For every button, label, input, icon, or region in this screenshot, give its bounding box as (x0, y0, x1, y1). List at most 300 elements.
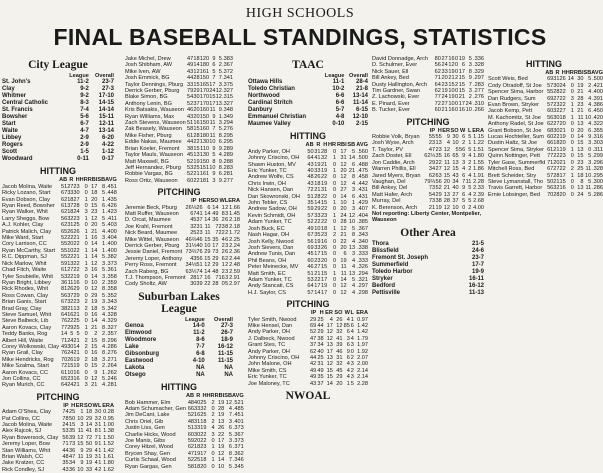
player-name: Tyler Smith, Nwood (248, 316, 297, 323)
stat-value: 21 (428, 204, 436, 211)
stat-value: 22 (553, 134, 560, 141)
player-name: Andy Parker, OH (248, 329, 290, 336)
stat-value: 46 (336, 348, 343, 355)
stat-value: 18 (199, 62, 206, 69)
stat-value: 37 (67, 292, 74, 299)
player-name: Brian Walsh, CC (2, 454, 44, 461)
stat-value: 25 (73, 222, 80, 229)
player-name: Jim DeCant, Lake (125, 412, 170, 419)
stat-value: 19 (73, 363, 80, 370)
stat-value: 20 (336, 380, 343, 387)
stat-value: 2-15 (355, 121, 368, 128)
standings-row (2, 142, 114, 149)
not-reporting-note: Not reporting: Liberty Center, Montpelier, Wauseon (372, 210, 482, 224)
stat-value: 6 (225, 217, 229, 224)
standings-row (125, 344, 233, 351)
stat-value: 0 (350, 348, 354, 355)
stat-value: 25 (317, 355, 324, 361)
stat-value: 30 (190, 281, 197, 288)
player-name: T. Taylor, PV (372, 146, 403, 153)
player-name: Mike Szalma, Start (2, 363, 49, 370)
stat-value: 11 (209, 132, 216, 139)
column-header: L (224, 198, 229, 205)
stat-value: 73⅔ (185, 249, 197, 256)
stat-value: 1 (211, 444, 215, 451)
column-header: SO (334, 310, 343, 317)
stat-value: 8 (102, 183, 106, 190)
player-name: Johnny Criscino, OH (248, 355, 300, 361)
stat-value: 7 (212, 75, 216, 82)
standings-row (125, 358, 233, 365)
column-header: SB (97, 177, 106, 184)
stat-value: 3 (212, 177, 216, 184)
player-name: Cory Larrison, CC (2, 241, 47, 248)
stat-value: 6 (228, 425, 233, 432)
stat-value: 5 (462, 198, 466, 205)
stat-value: 1.22 (473, 140, 484, 147)
stat-value: .359 (106, 279, 117, 286)
col-head: Overall (214, 316, 233, 323)
stat-value: 21 (448, 75, 455, 82)
stat-row (125, 178, 233, 184)
stat-value: 17 (326, 348, 333, 355)
stat-value: 64 (60, 311, 68, 318)
player-name: Derrick Gerber, Pburg (125, 88, 180, 95)
stat-value: 52 (187, 457, 195, 464)
stat-value: 18 (200, 457, 207, 464)
stat-value: 79 (187, 88, 194, 95)
stat-value: 0 (332, 251, 337, 258)
stat-value: 79⅔ (424, 178, 436, 185)
stat-value: 5 (102, 267, 106, 274)
stat-value: 52 (435, 185, 442, 192)
player-name: Larry Sheggs, Bow (2, 215, 50, 222)
stat-value: 23 (435, 146, 442, 153)
col-head: Overall (95, 73, 114, 79)
stat-value: 57 (307, 212, 314, 219)
stat-value: 22 (200, 431, 207, 438)
stat-value: 37 (67, 203, 74, 210)
stat-value: 3 (94, 454, 98, 461)
nbc-hitting-table (372, 56, 484, 114)
stat-value: 16 (199, 68, 206, 75)
standings-row (248, 93, 368, 100)
stat-value: 18 (194, 463, 201, 470)
stat-value: 13 (67, 260, 74, 267)
stat-value: 19 (85, 460, 93, 467)
stat-value: 5 (102, 292, 106, 299)
player-name: Corey Hitzel, Wood (125, 444, 174, 451)
stat-value: 0 (454, 88, 459, 95)
stat-value: 27 (73, 196, 80, 203)
stat-value: 4 (94, 447, 98, 454)
stat-value: 44 (187, 139, 194, 146)
stat-value: 0 (454, 62, 459, 69)
stat-value: 44 (317, 322, 324, 329)
column-header: L (350, 310, 354, 317)
stat-value: 33 (314, 168, 321, 175)
stat-value: 59 (307, 206, 314, 213)
stat-value: 1 (218, 113, 222, 120)
player-name: Nash Hagar, OH (248, 232, 290, 239)
stat-value: 68 (547, 127, 554, 134)
player-name: Mitchell Ross, Bed (488, 166, 535, 173)
column-header: W (219, 198, 225, 205)
player-name: Adam Schumacher, Gen (125, 406, 186, 413)
stat-value: 11 (585, 166, 592, 173)
stat-value: 20 (67, 241, 74, 248)
stat-value: 2.18 (229, 217, 240, 224)
stat-value: 0 (206, 113, 210, 120)
stat-value: 15 (448, 81, 455, 88)
stat-value: 48 (212, 268, 219, 275)
stat-value: .407 (357, 206, 368, 213)
player-name: Bob Hammer, Elm (125, 399, 171, 406)
player-name: Anthony Lenin, BG (125, 100, 172, 107)
stat-value: 1.15 (473, 134, 484, 141)
stat-value: 6 (346, 342, 350, 349)
standings-row (248, 107, 368, 114)
stat-value: 52 (187, 171, 194, 178)
stat-value: 9 (218, 145, 222, 152)
stat-value: 73 (428, 198, 436, 205)
stat-value: 2 (84, 343, 88, 350)
stat-row (248, 219, 368, 225)
stat-value: 62 (434, 68, 441, 75)
stat-value: 16 (458, 107, 465, 114)
stat-value: 19 (218, 444, 225, 451)
stat-value: 5 (468, 146, 472, 153)
stat-value: 1.52 (103, 441, 114, 448)
stat-value: .336 (473, 56, 484, 62)
stat-value: 25 (193, 164, 200, 171)
team-name: Bowsher (2, 114, 28, 121)
stat-value: 15 (326, 374, 333, 381)
stat-value: 12 (443, 146, 450, 153)
stat-value: .355 (592, 127, 603, 134)
stat-value: 27 (67, 267, 74, 274)
stat-value: 11 (444, 159, 450, 166)
stat-value: 10 (209, 139, 216, 146)
player-name: Nick Marlow, Whit (2, 260, 47, 267)
stat-value: 78 (62, 415, 69, 422)
stat-value: 3 (588, 140, 592, 147)
stat-value: 32 (200, 406, 207, 413)
column-header: RBI (573, 70, 584, 76)
stat-value: 0 (84, 279, 88, 286)
standings-row (372, 262, 484, 269)
stat-value: 26 (73, 228, 80, 235)
stat-value: 24 (577, 191, 584, 198)
city-standings (2, 73, 114, 163)
stat-value: 14 (91, 241, 98, 248)
player-name: Evan Brown, Stryker (488, 102, 539, 109)
stat-value: 5 (588, 178, 592, 185)
stat-value: 4 (346, 367, 350, 374)
stat-value: 62 (60, 222, 68, 229)
stat-value: 49 (187, 62, 194, 69)
stat-value: 47 (68, 454, 76, 461)
player-name: Steve Samuel, Whit (2, 311, 52, 318)
stat-value: 21-5 (471, 240, 484, 247)
stat-value: 10 (465, 107, 472, 114)
stat-value: 8 (218, 164, 222, 171)
stat-value: 0 (570, 134, 574, 141)
stat-value: 4 (211, 425, 215, 432)
stat-value: 14 (91, 254, 98, 261)
stat-value: 9 (212, 56, 216, 62)
player-name: Jacob Molina, Waite (2, 183, 53, 190)
stat-value: 43 (307, 180, 314, 187)
stat-value: 1 (102, 369, 106, 376)
standings-row (2, 135, 114, 142)
player-name: Eric Yunker, TC (248, 168, 287, 175)
stat-value: 6 (588, 127, 592, 134)
stat-value: 28 (553, 191, 560, 198)
stat-value: 29 (336, 374, 343, 381)
player-name: Albert Hill, Waite (2, 337, 44, 344)
stat-value: 13-14 (98, 128, 114, 135)
stat-value: 72 (85, 434, 93, 441)
stat-value: 22 (204, 281, 211, 288)
stat-value: 17 (218, 438, 225, 445)
stat-value: 4 (346, 361, 350, 368)
stat-value: 19 (193, 158, 200, 165)
stat-value: 18 (193, 56, 200, 62)
stat-value: 2 (102, 331, 106, 338)
stat-value: 4.00 (473, 204, 484, 211)
stat-value: 4 (446, 140, 450, 147)
stat-value: 0 (206, 139, 210, 146)
stat-value: 9 (446, 134, 450, 141)
stat-value: 5 (468, 56, 472, 62)
stat-row (248, 155, 368, 161)
stat-value: .358 (106, 273, 117, 280)
stat-value: .283 (473, 81, 484, 88)
stat-value: 2 (211, 418, 215, 425)
stat-value: 29 (212, 262, 219, 269)
stat-value: 13 (326, 342, 333, 349)
stat-value: 15 (91, 363, 98, 370)
stat-value: .328 (106, 311, 117, 318)
standings-row (2, 100, 114, 107)
player-name: Rick Condley, SJ (2, 466, 45, 473)
stat-value: 3 (102, 299, 106, 306)
stat-value: 1 (570, 146, 574, 153)
stat-value: 2 (468, 159, 472, 166)
stat-value: 11 (340, 270, 347, 277)
stat-value: 1.42 (357, 329, 368, 336)
stat-value: 24-6 (471, 247, 484, 254)
stat-value: 1.45 (229, 210, 240, 217)
stat-value: .361 (106, 267, 117, 274)
stat-value: 1 (570, 172, 574, 179)
stat-value: 15 (321, 264, 328, 271)
player-name: Phil Beans, OH (248, 257, 287, 264)
stat-value: 14 (204, 210, 211, 217)
stat-row (248, 290, 368, 296)
stat-value: 22 (435, 159, 442, 166)
stat-value: 29 (212, 255, 219, 262)
stat-value: 4 (350, 329, 354, 336)
stat-value: .281 (106, 382, 117, 389)
stat-value: 27 (314, 264, 321, 271)
stat-value: .271 (106, 356, 117, 363)
stat-value: .295 (222, 132, 233, 139)
stat-value: .385 (357, 219, 368, 226)
stat-value: 30 (193, 94, 200, 101)
stat-value: 9 (212, 145, 216, 152)
stat-value: 0 (211, 438, 215, 445)
stat-value: 1 (98, 447, 102, 454)
stat-value: 3 (80, 422, 84, 429)
stat-value: 19 (73, 273, 80, 280)
stat-value: 0.28 (103, 409, 114, 416)
stat-value: 22 (193, 177, 200, 184)
stat-value: 1 (352, 200, 356, 207)
stat-value: 8 (580, 178, 584, 185)
stat-value: 22 (67, 318, 74, 325)
stat-value: .294 (357, 270, 368, 277)
stat-value: 16 (199, 126, 206, 133)
stat-value: .357 (106, 331, 117, 338)
stat-value: 6 (346, 329, 350, 336)
stat-value: 0 (332, 276, 337, 283)
stat-value: 2 (332, 232, 337, 239)
standings-row (372, 241, 484, 248)
stat-value: .295 (222, 139, 233, 146)
stat-value: 2 (570, 166, 574, 173)
stat-value: 52 (310, 329, 317, 336)
stat-value: 52 (60, 235, 68, 242)
stat-value: 4 (102, 318, 106, 325)
stat-value: 2 (468, 94, 472, 101)
stat-value: 46 (196, 236, 203, 243)
player-name: Jared Myers, Bryan (372, 172, 421, 179)
stat-value: .401 (232, 418, 244, 425)
player-name: Shawn Huston, MV (248, 161, 296, 168)
stat-row (2, 467, 114, 473)
stat-value: 26 (218, 425, 225, 432)
stat-value: 76 (196, 249, 203, 256)
stat-value: 12 (340, 174, 347, 181)
stat-value: 10 (67, 369, 74, 376)
stat-value: 4 (352, 264, 356, 271)
player-name: Josh Emmick, BG (125, 75, 170, 82)
stat-value: 14 (326, 380, 333, 387)
suburban-standings (125, 317, 233, 379)
stat-value: 2.14 (357, 367, 368, 374)
stat-value: 3 (350, 342, 354, 349)
stat-value: 46 (307, 264, 314, 271)
team-name: St. John's (2, 79, 31, 86)
column-header: ER (325, 310, 333, 317)
team-name: Toledo Harbor (372, 268, 413, 275)
stat-value: 15 (577, 153, 584, 160)
stat-value: 56 (458, 146, 466, 153)
stat-value: 61 (547, 146, 554, 153)
stat-value: .297 (357, 283, 368, 290)
stat-value: .442 (357, 180, 368, 187)
stat-value: 62 (547, 121, 554, 128)
stat-value: 19 (448, 68, 455, 75)
column-header: IP (310, 310, 317, 317)
stat-value: .451 (232, 412, 244, 419)
stat-value: .431 (357, 193, 368, 200)
stat-value: 12 (91, 286, 98, 293)
stat-value: 64 (60, 382, 68, 389)
stat-value: 66 (187, 406, 195, 413)
stat-value: 0 (454, 107, 459, 114)
stat-value: 1 (98, 460, 102, 467)
stat-value: 9 (212, 113, 216, 120)
stat-value: 36 (68, 466, 76, 473)
stat-value: 9 (80, 447, 84, 454)
stat-value: 21 (321, 161, 328, 168)
standings-row (2, 107, 114, 114)
stat-value: 52 (187, 158, 194, 165)
stat-value: 28 (553, 172, 560, 179)
stat-value: 19 (194, 450, 201, 457)
stat-value: 51 (187, 425, 195, 432)
stat-value: 2.68 (473, 198, 484, 205)
stat-value: 59 (187, 438, 195, 445)
stat-value: 23 (321, 232, 328, 239)
page-headline: FINAL BASEBALL STANDINGS, STATISTICS (53, 24, 547, 50)
stat-value: 14 (91, 273, 98, 280)
stat-value: 12 (91, 376, 98, 382)
stat-value: 3 (84, 267, 88, 274)
stat-value: 85 (343, 322, 350, 329)
stat-value: 29 (193, 88, 200, 95)
column-header: AB (545, 70, 554, 76)
team-name: Lake (125, 344, 139, 351)
stat-value: 11-2 (193, 330, 205, 337)
column-nll-stats (125, 56, 244, 470)
stat-value: 0-17 (101, 156, 114, 163)
taac-pitching-table (248, 310, 368, 387)
city-pitching-title: PITCHING (36, 391, 80, 402)
stat-value: 27 (559, 108, 566, 115)
stat-value: .340 (357, 238, 368, 245)
stat-value: 1 (221, 204, 225, 211)
stat-value: 2 (84, 337, 88, 344)
stat-value: 21 (73, 382, 80, 389)
stat-value: 2 (84, 356, 88, 363)
column-header: H (198, 198, 203, 205)
player-name: Matt Smith, EC (248, 270, 286, 277)
stat-value: 17-7 (471, 261, 484, 268)
stat-value: 21 (458, 94, 465, 101)
player-name: Corey Wolkowski, Clay (2, 343, 60, 350)
taac-standings (248, 73, 368, 128)
stat-value: 18 (91, 305, 98, 312)
stat-value: 1 (98, 434, 102, 441)
player-name: Brian Koeler, Fremont (125, 145, 180, 152)
stat-value: 32 (321, 155, 328, 162)
stat-value: 56 (547, 185, 554, 192)
stat-value: 55 (547, 89, 554, 96)
stat-value: 4 (352, 180, 356, 187)
stat-value: 48 (187, 418, 195, 425)
stat-value: 1 (468, 140, 472, 147)
stat-value: 1 (80, 409, 84, 416)
stat-value: .426 (106, 203, 117, 210)
stat-value: 36 (68, 447, 76, 454)
stat-value: 24 (465, 100, 472, 107)
stat-value: 10 (314, 225, 321, 232)
stat-value: 0 (332, 289, 337, 296)
